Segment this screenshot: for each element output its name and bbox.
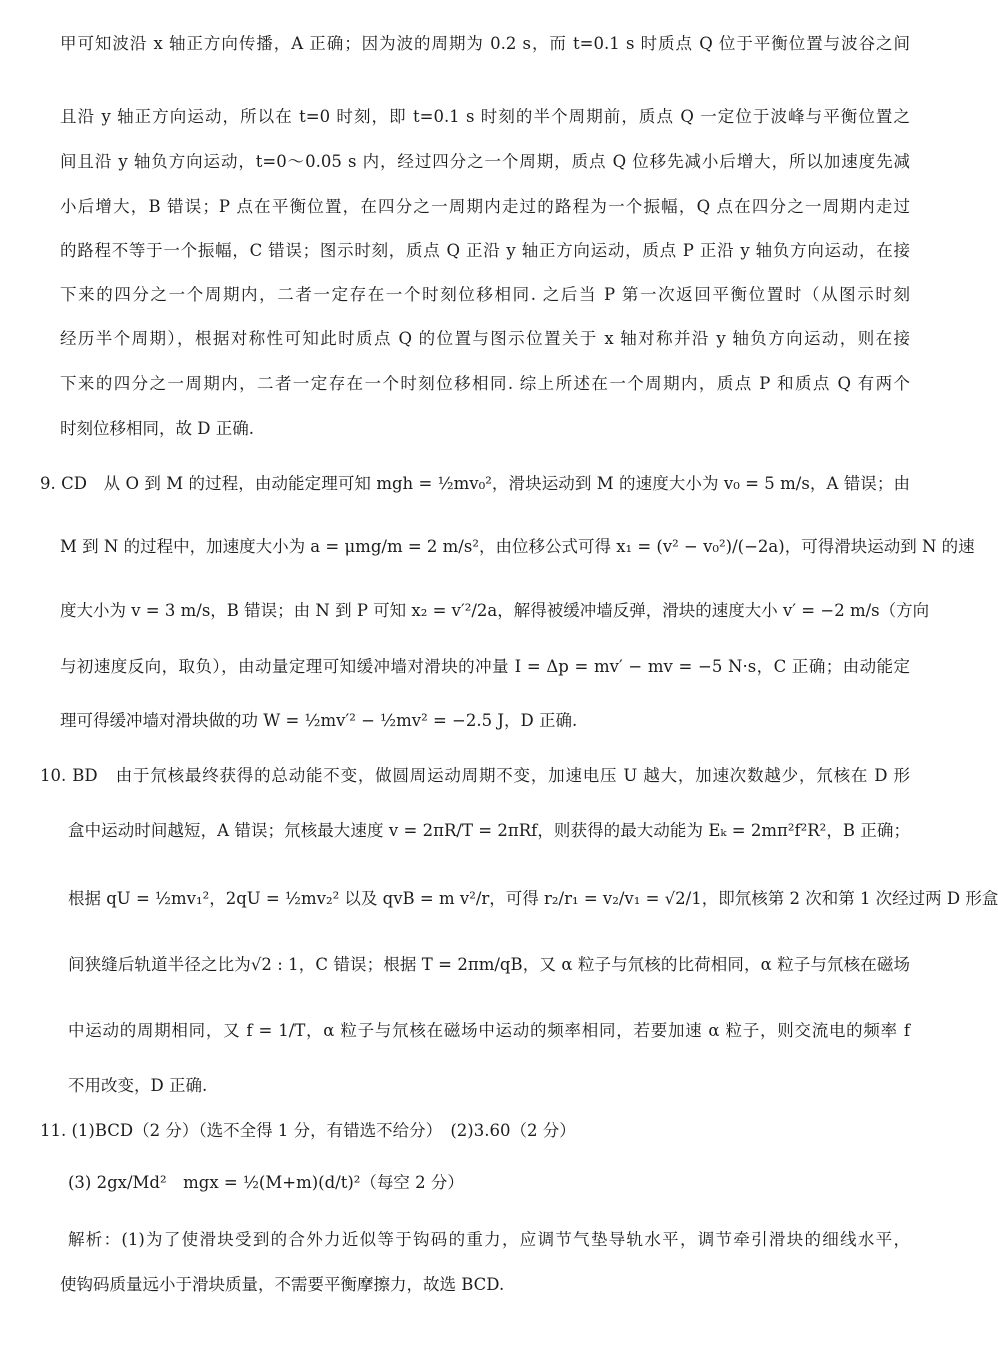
text-line: 甲可知波沿 x 轴正方向传播，A 正确；因为波的周期为 0.2 s，而 t=0.1 s 时质点 Q 位于平衡位置与波谷之间 (60, 34, 910, 53)
text-line: 且沿 y 轴正方向运动，所以在 t=0 时刻，即 t=0.1 s 时刻的半个周期前，质点 Q 一定位于波峰与平衡位置之 (60, 107, 910, 126)
text-line: 盒中运动时间越短，A 错误；氘核最大速度 v = 2πR/T = 2πRf，则获得的最大动能为 Eₖ = 2mπ²f²R²，B 正确； (68, 821, 910, 840)
text-line: 间且沿 y 轴负方向运动，t=0～0.05 s 内，经过四分之一个周期，质点 Q 位移先减小后增大，所以加速度先减 (60, 152, 910, 171)
question-10-line: 10. BD 由于氘核最终获得的总动能不变，做圆周运动周期不变，加速电压 U 越大，加速次数越少，氘核在 D 形 (40, 766, 910, 785)
text-line: 下来的四分之一周期内，二者一定存在一个时刻位移相同. 综上所述在一个周期内，质点 P 和质点 Q 有两个 (60, 374, 910, 393)
text-line: 小后增大，B 错误；P 点在平衡位置，在四分之一周期内走过的路程为一个振幅，Q 点在四分之一周期内走过 (60, 197, 910, 216)
text-line: 中运动的周期相同，又 f = 1/T，α 粒子与氘核在磁场中运动的频率相同，若要加速 α 粒子，则交流电的频率 f (68, 1021, 910, 1040)
text-line: 与初速度反向，取负），由动量定理可知缓冲墙对滑块的冲量 I = Δp = mv′ − mv = −5 N·s，C 正确；由动能定 (60, 657, 910, 676)
text-line: 时刻位移相同，故 D 正确. (60, 419, 254, 438)
text-line: M 到 N 的过程中，加速度大小为 a = μmg/m = 2 m/s²，由位移公式可得 x₁ = (v² − v₀²)/(−2a)，可得滑块运动到 N 的速 (60, 537, 975, 556)
text-line: 经历半个周期），根据对称性可知此时质点 Q 的位置与图示位置关于 x 轴对称并沿 y 轴负方向运动，则在接 (60, 329, 910, 348)
text-line: 间狭缝后轨道半径之比为√2 : 1，C 错误；根据 T = 2πm/qB，又 α 粒子与氘核的比荷相同，α 粒子与氘核在磁场 (68, 955, 910, 974)
text-line: 理可得缓冲墙对滑块做的功 W = ½mv′² − ½mv² = −2.5 J，D 正确. (60, 711, 578, 730)
text-line: 不用改变，D 正确. (68, 1076, 208, 1095)
question-9-line: 9. CD 从 O 到 M 的过程，由动能定理可知 mgh = ½mv₀²，滑块运动到 M 的速度大小为 v₀ = 5 m/s，A 错误；由 (40, 474, 910, 493)
answer-11-part3: (3) 2gx/Md² mgx = ½(M+m)(d/t)²（每空 2 分） (68, 1173, 464, 1192)
analysis-line: 解析：(1)为了使滑块受到的合外力近似等于钩码的重力，应调节气垫导轨水平，调节牵引滑块的细线水平， (68, 1230, 910, 1249)
text-line: 根据 qU = ½mv₁²，2qU = ½mv₂² 以及 qvB = m v²/r，可得 r₂/r₁ = v₂/v₁ = √2/1，即氘核第 2 次和第 1 次经过两 D 形盒 (68, 889, 998, 908)
question-11-line: 11. (1)BCD（2 分）（选不全得 1 分，有错选不给分） (2)3.60（2 分） (40, 1121, 576, 1140)
text-line: 的路程不等于一个振幅，C 错误；图示时刻，质点 Q 正沿 y 轴正方向运动，质点 P 正沿 y 轴负方向运动，在接 (60, 241, 910, 260)
text-line: 度大小为 v = 3 m/s，B 错误；由 N 到 P 可知 x₂ = v′²/2a，解得被缓冲墙反弹，滑块的速度大小 v′ = −2 m/s（方向 (60, 601, 930, 620)
text-line: 下来的四分之一个周期内，二者一定存在一个时刻位移相同. 之后当 P 第一次返回平衡位置时（从图示时刻 (60, 285, 910, 304)
cut-off-line: 使钩码质量远小于滑块质量，不需要平衡摩擦力，故选 BCD. (60, 1275, 505, 1294)
